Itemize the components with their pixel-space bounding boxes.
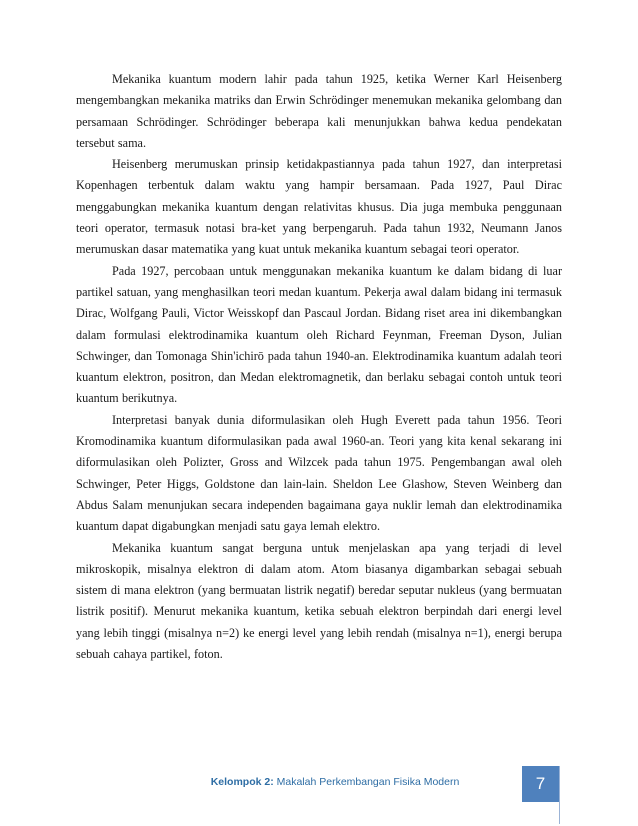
paragraph-1: Mekanika kuantum modern lahir pada tahun 1925, ketika Werner Karl Heisenberg mengembangkan mekanika matriks dan Erwin Schrödinger menemukan mekanika gelombang dan persamaan Schrödinger. Schrödinger beberapa kali menunjukkan bahwa kedua pendekatan tersebut sama. (76, 72, 562, 150)
paragraph-3: Pada 1927, percobaan untuk menggunakan mekanika kuantum ke dalam bidang di luar partikel satuan, yang menghasilkan teori medan kuantum. Pekerja awal dalam bidang ini termasuk Dirac, Wolfgang Pauli, Victor Weisskopf dan Pascaul Jordan. Bidang riset area ini dikembangkan dalam formulasi elektrodinamika kuantum oleh Richard Feynman, Freeman Dyson, Julian Schwinger, dan Tomonaga Shin'ichirō pada tahun 1940-an. Elektrodinamika kuantum adalah teori kuantum elektron, positron, dan Medan elektromagnetik, dan berlaku sebagai contoh untuk teori kuantum berikutnya. (76, 263, 562, 406)
paragraph-2: Heisenberg merumuskan prinsip ketidakpastiannya pada tahun 1927, dan interpretasi Kopenhagen terbentuk dalam waktu yang hampir bersamaan. Pada 1927, Paul Dirac menggabungkan mekanika kuantum dengan relativitas khusus. Dia juga membuka penggunaan teori operator, termasuk notasi bra-ket yang berpengaruh. Pada tahun 1932, Neumann Janos merumuskan dasar matematika yang kuat untuk mekanika kuantum sebagai teori operator. (76, 157, 562, 257)
page-number: 7 (535, 774, 546, 793)
paragraph-5: Mekanika kuantum sangat berguna untuk menjelaskan apa yang terjadi di level mikroskopik, misalnya elektron di dalam atom. Atom biasanya digambarkan sebagai sebuah sistem di mana elektron (yang bermuatan listrik negatif) beredar seputar nukleus (yang bermuatan listrik positif). Menurut mekanika kuantum, ketika sebuah elektron berpindah dari energi level yang lebih tinggi (misalnya n=2) ke energi level yang lebih rendah (misalnya n=1), energi berupa sebuah cahaya partikel, foton. (76, 540, 562, 662)
paragraph-4: Interpretasi banyak dunia diformulasikan oleh Hugh Everett pada tahun 1956. Teori Kromodinamika kuantum diformulasikan pada awal 1960-an. Teori yang kita kenal sekarang ini diformulasikan oleh Polizter, Gross and Wilzcek pada tahun 1975. Pengembangan awal oleh Schwinger, Peter Higgs, Goldstone dan lain-lain. Sheldon Lee Glashow, Steven Weinberg dan Abdus Salam menunjukan secara independen bagaimana gaya nuklir lemah dan elektrodinamika kuantum dapat digabungkan menjadi satu gaya lemah elektro. (76, 412, 562, 534)
footer-group-label: Kelompok 2: (210, 776, 274, 788)
document-body (76, 69, 562, 665)
page-footer (0, 766, 638, 806)
footer-caption (160, 776, 510, 788)
footer-divider (559, 766, 560, 824)
footer-title: Makalah Perkembangan Fisika Modern (276, 776, 460, 788)
page-number-badge (522, 766, 559, 802)
